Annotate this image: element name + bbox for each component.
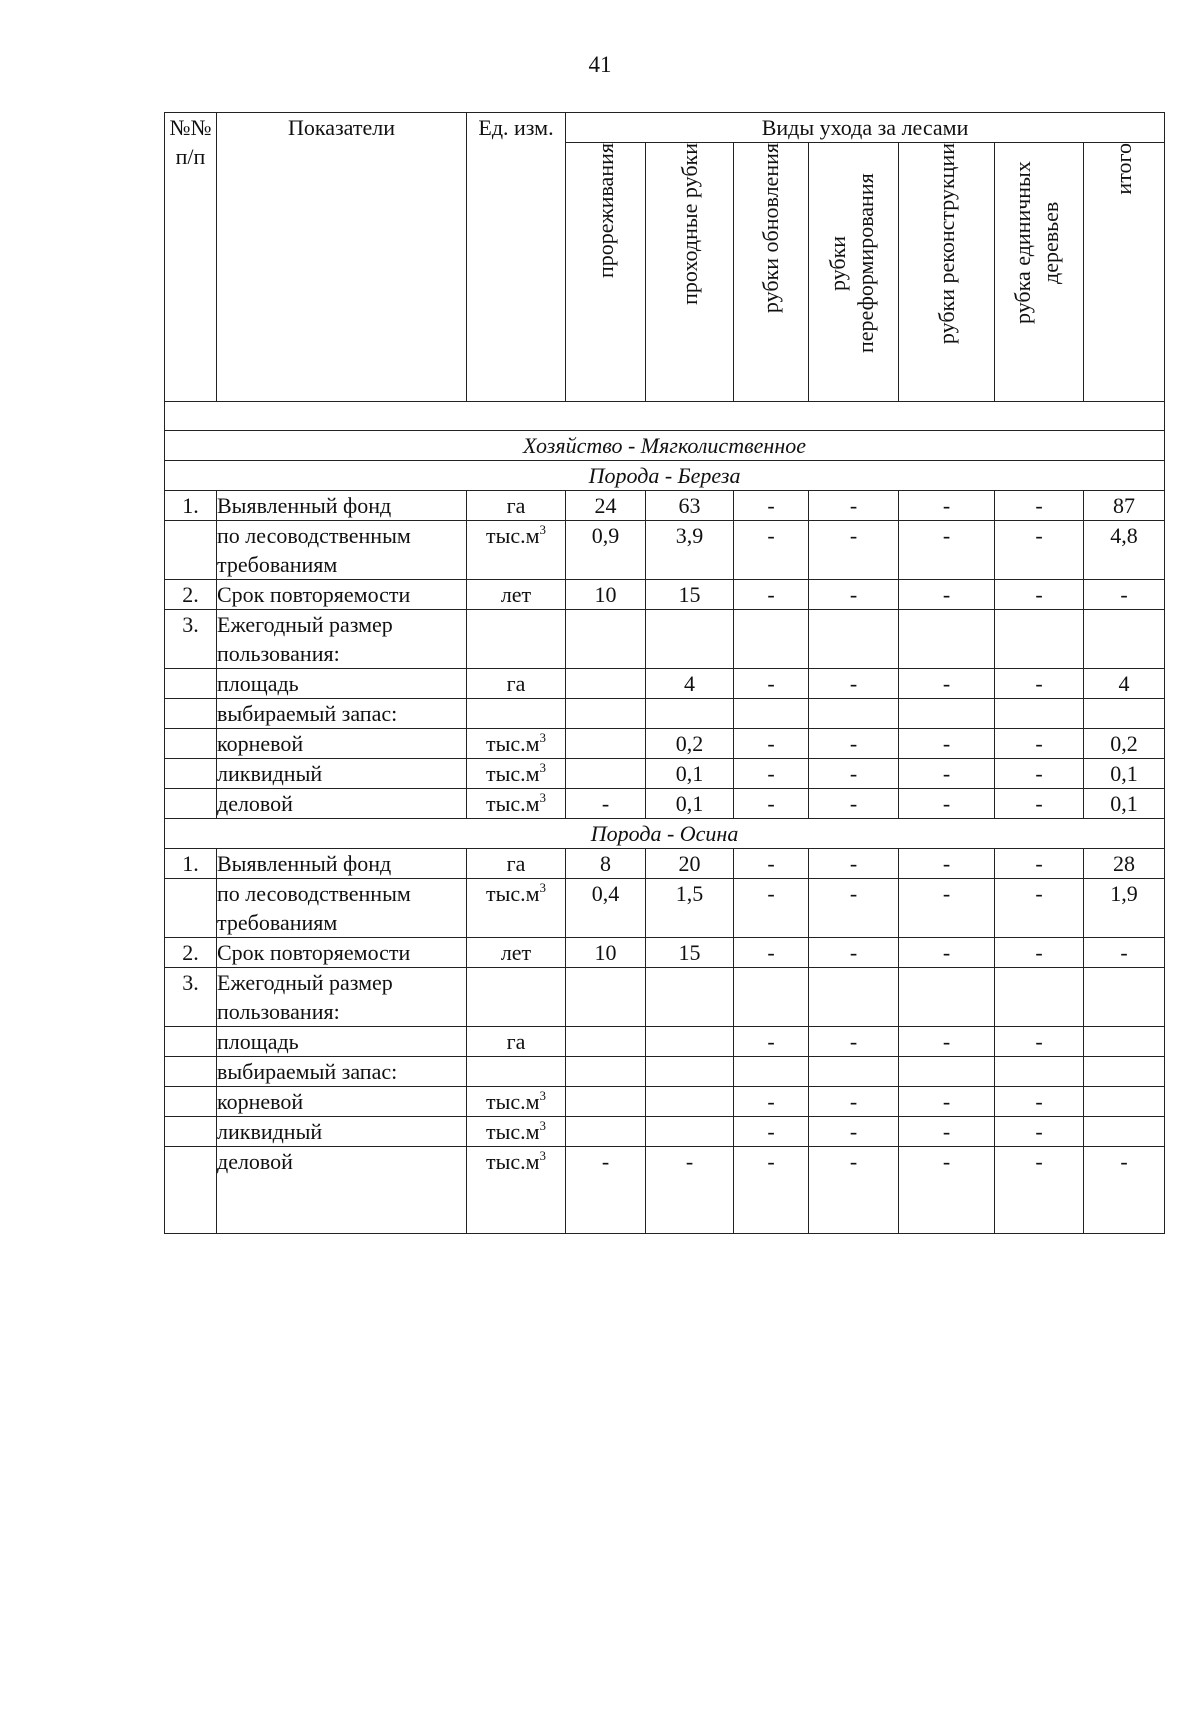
value-cell: 0,2 <box>1084 729 1165 759</box>
row-number <box>165 1117 217 1147</box>
species-row <box>165 819 1165 849</box>
value-cell: 4,8 <box>1084 521 1165 580</box>
value-cell: 1,9 <box>1084 879 1165 938</box>
value-cell: - <box>1084 1147 1165 1234</box>
value-cell: - <box>734 580 809 610</box>
value-cell: - <box>995 580 1084 610</box>
unit-superscript: 3 <box>539 1148 547 1163</box>
value-cell <box>1084 1117 1165 1147</box>
header-col-label: рубки переформирования <box>824 173 878 353</box>
value-cell: 0,1 <box>646 789 734 819</box>
row-number <box>165 521 217 580</box>
value-cell: 1,5 <box>646 879 734 938</box>
value-cell: - <box>995 759 1084 789</box>
row-label: Срок повторяемости <box>217 938 467 968</box>
header-col-label: итого <box>1111 143 1137 195</box>
value-cell: - <box>1084 580 1165 610</box>
value-cell: - <box>566 789 646 819</box>
value-cell <box>734 1057 809 1087</box>
value-cell: - <box>995 1087 1084 1117</box>
value-cell: 10 <box>566 580 646 610</box>
value-cell: - <box>995 849 1084 879</box>
row-label: выбираемый запас: <box>217 1057 467 1087</box>
value-cell: 15 <box>646 938 734 968</box>
unit-text: тыс.м <box>485 523 540 548</box>
header-col-total <box>1084 143 1165 402</box>
value-cell: - <box>809 759 899 789</box>
table-row <box>165 849 1165 879</box>
value-cell: - <box>734 759 809 789</box>
header-col-reconstruction-cut <box>899 143 995 402</box>
value-cell <box>646 1027 734 1057</box>
value-cell <box>1084 1087 1165 1117</box>
value-cell: - <box>899 1147 995 1234</box>
row-number <box>165 789 217 819</box>
value-cell: 87 <box>1084 491 1165 521</box>
row-number: 3. <box>165 968 217 1027</box>
table-row <box>165 968 1165 1027</box>
value-cell <box>566 610 646 669</box>
header-care-types-label: Виды ухода за лесами <box>761 115 969 140</box>
value-cell <box>734 699 809 729</box>
unit-text: га <box>506 1029 526 1054</box>
value-cell <box>646 1057 734 1087</box>
header-col-renewal-cut <box>734 143 809 402</box>
value-cell: - <box>899 1087 995 1117</box>
table-row <box>165 879 1165 938</box>
value-cell: 8 <box>566 849 646 879</box>
row-label: Выявленный фонд <box>217 849 467 879</box>
row-unit <box>467 491 566 521</box>
value-cell: - <box>566 1147 646 1234</box>
value-cell: 20 <box>646 849 734 879</box>
unit-text: га <box>506 493 526 518</box>
table-row <box>165 1147 1165 1234</box>
value-cell: 3,9 <box>646 521 734 580</box>
value-cell <box>995 968 1084 1027</box>
value-cell: - <box>995 491 1084 521</box>
row-unit <box>467 699 566 729</box>
row-number: 2. <box>165 580 217 610</box>
header-num-label: №№ п/п <box>169 115 212 169</box>
value-cell <box>734 968 809 1027</box>
value-cell: - <box>995 1147 1084 1234</box>
value-cell: - <box>899 789 995 819</box>
row-label: деловой <box>217 789 467 819</box>
row-unit <box>467 1057 566 1087</box>
value-cell: - <box>995 729 1084 759</box>
value-cell: 0,2 <box>646 729 734 759</box>
row-number: 2. <box>165 938 217 968</box>
value-cell: - <box>899 580 995 610</box>
row-unit <box>467 968 566 1027</box>
value-cell: - <box>1084 938 1165 968</box>
header-unit-label: Ед. изм. <box>478 115 554 140</box>
value-cell: - <box>734 491 809 521</box>
value-cell: - <box>809 938 899 968</box>
value-cell: - <box>899 938 995 968</box>
value-cell: - <box>899 879 995 938</box>
value-cell: - <box>734 1027 809 1057</box>
value-cell: - <box>734 1147 809 1234</box>
unit-text: лет <box>500 940 532 965</box>
value-cell: - <box>734 789 809 819</box>
row-label: Выявленный фонд <box>217 491 467 521</box>
row-unit <box>467 759 566 789</box>
value-cell: - <box>809 1117 899 1147</box>
value-cell: - <box>734 879 809 938</box>
value-cell <box>566 1027 646 1057</box>
unit-text: тыс.м <box>485 791 540 816</box>
unit-superscript: 3 <box>539 790 547 805</box>
table-row <box>165 521 1165 580</box>
value-cell: 0,1 <box>1084 789 1165 819</box>
value-cell <box>566 729 646 759</box>
unit-text: тыс.м <box>485 1119 540 1144</box>
value-cell: - <box>809 521 899 580</box>
value-cell: - <box>809 580 899 610</box>
value-cell <box>646 699 734 729</box>
row-number: 3. <box>165 610 217 669</box>
row-number <box>165 1087 217 1117</box>
value-cell <box>734 610 809 669</box>
row-number <box>165 729 217 759</box>
table-row <box>165 1117 1165 1147</box>
row-number <box>165 669 217 699</box>
value-cell <box>1084 610 1165 669</box>
value-cell: - <box>995 789 1084 819</box>
header-col-label: прореживания <box>592 143 618 279</box>
value-cell: - <box>809 1087 899 1117</box>
row-number <box>165 1147 217 1234</box>
header-col-passage-cut <box>646 143 734 402</box>
value-cell: - <box>809 1147 899 1234</box>
value-cell <box>646 968 734 1027</box>
unit-text: га <box>506 671 526 696</box>
value-cell <box>566 1087 646 1117</box>
value-cell: - <box>734 729 809 759</box>
header-indicators-label: Показатели <box>287 115 396 140</box>
value-cell <box>809 610 899 669</box>
section-title: Хозяйство - Мягколиственное <box>165 431 1165 461</box>
unit-text: тыс.м <box>485 761 540 786</box>
value-cell <box>899 1057 995 1087</box>
unit-text: тыс.м <box>485 1089 540 1114</box>
spacer-row <box>165 402 1165 431</box>
value-cell: - <box>809 491 899 521</box>
value-cell <box>995 610 1084 669</box>
value-cell: 0,1 <box>646 759 734 789</box>
species-title: Порода - Береза <box>165 461 1165 491</box>
value-cell: 24 <box>566 491 646 521</box>
value-cell <box>899 968 995 1027</box>
value-cell: - <box>734 938 809 968</box>
value-cell <box>646 610 734 669</box>
row-unit <box>467 879 566 938</box>
header-col-thinning <box>566 143 646 402</box>
header-unit <box>467 113 566 402</box>
value-cell: - <box>899 1027 995 1057</box>
value-cell: - <box>809 729 899 759</box>
header-num <box>165 113 217 402</box>
value-cell <box>809 699 899 729</box>
row-unit <box>467 610 566 669</box>
value-cell <box>1084 1027 1165 1057</box>
table-row <box>165 1087 1165 1117</box>
row-number <box>165 759 217 789</box>
value-cell: 15 <box>646 580 734 610</box>
row-unit <box>467 580 566 610</box>
value-cell <box>566 1117 646 1147</box>
table-row <box>165 669 1165 699</box>
header-indicators <box>217 113 467 402</box>
table-row <box>165 1057 1165 1087</box>
unit-superscript: 3 <box>539 760 547 775</box>
value-cell <box>566 759 646 789</box>
row-label: площадь <box>217 669 467 699</box>
row-label: площадь <box>217 1027 467 1057</box>
value-cell: - <box>899 729 995 759</box>
value-cell <box>566 1057 646 1087</box>
forest-care-table <box>164 112 1165 1234</box>
table-row <box>165 491 1165 521</box>
value-cell <box>1084 1057 1165 1087</box>
row-unit <box>467 669 566 699</box>
unit-superscript: 3 <box>539 730 547 745</box>
value-cell: - <box>809 1027 899 1057</box>
header-col-label: рубки реконструкции <box>933 143 959 345</box>
value-cell: - <box>899 1117 995 1147</box>
row-number <box>165 1027 217 1057</box>
row-label: Ежегодный размер пользования: <box>217 968 467 1027</box>
value-cell <box>899 699 995 729</box>
value-cell: - <box>899 491 995 521</box>
species-title: Порода - Осина <box>165 819 1165 849</box>
row-unit <box>467 789 566 819</box>
value-cell: - <box>995 669 1084 699</box>
unit-text: га <box>506 851 526 876</box>
value-cell: 28 <box>1084 849 1165 879</box>
value-cell <box>1084 968 1165 1027</box>
table-row <box>165 580 1165 610</box>
row-unit <box>467 1087 566 1117</box>
table-row <box>165 699 1165 729</box>
value-cell: - <box>809 879 899 938</box>
value-cell: - <box>809 789 899 819</box>
row-number <box>165 879 217 938</box>
row-unit <box>467 1117 566 1147</box>
table-header <box>165 113 1165 402</box>
value-cell: 0,1 <box>1084 759 1165 789</box>
unit-superscript: 3 <box>539 1088 547 1103</box>
unit-text: тыс.м <box>485 1149 540 1174</box>
value-cell: - <box>995 1117 1084 1147</box>
value-cell <box>809 968 899 1027</box>
species-row <box>165 461 1165 491</box>
value-cell: - <box>734 1117 809 1147</box>
value-cell: 10 <box>566 938 646 968</box>
row-number <box>165 699 217 729</box>
value-cell: 0,9 <box>566 521 646 580</box>
table-row <box>165 759 1165 789</box>
row-label: деловой <box>217 1147 467 1234</box>
spacer-cell <box>165 402 1165 431</box>
row-label: по лесоводственным требованиям <box>217 879 467 938</box>
row-label: Срок повторяемости <box>217 580 467 610</box>
value-cell <box>646 1117 734 1147</box>
value-cell: - <box>995 521 1084 580</box>
row-unit <box>467 521 566 580</box>
unit-text: лет <box>500 582 532 607</box>
value-cell: - <box>995 938 1084 968</box>
value-cell: - <box>809 849 899 879</box>
row-label: Ежегодный размер пользования: <box>217 610 467 669</box>
value-cell: - <box>809 669 899 699</box>
unit-text: тыс.м <box>485 881 540 906</box>
header-col-label: рубки обновления <box>758 143 783 314</box>
row-label: корневой <box>217 1087 467 1117</box>
value-cell: - <box>646 1147 734 1234</box>
page-number: 41 <box>588 52 612 77</box>
value-cell: - <box>899 759 995 789</box>
value-cell <box>566 699 646 729</box>
row-unit <box>467 1027 566 1057</box>
row-label: корневой <box>217 729 467 759</box>
row-unit <box>467 938 566 968</box>
row-label: выбираемый запас: <box>217 699 467 729</box>
value-cell <box>995 1057 1084 1087</box>
value-cell: - <box>734 1087 809 1117</box>
row-number: 1. <box>165 849 217 879</box>
value-cell: 63 <box>646 491 734 521</box>
header-care-types <box>566 113 1165 143</box>
value-cell: - <box>995 879 1084 938</box>
value-cell <box>566 669 646 699</box>
value-cell: 4 <box>646 669 734 699</box>
header-col-single-trees-cut <box>995 143 1084 402</box>
value-cell: - <box>899 849 995 879</box>
row-number: 1. <box>165 491 217 521</box>
table-row <box>165 938 1165 968</box>
value-cell <box>809 1057 899 1087</box>
header-col-label: проходные рубки <box>676 143 702 305</box>
value-cell <box>1084 699 1165 729</box>
value-cell <box>646 1087 734 1117</box>
value-cell: 4 <box>1084 669 1165 699</box>
row-number <box>165 1057 217 1087</box>
table-body <box>165 402 1165 1234</box>
unit-superscript: 3 <box>539 522 547 537</box>
table-row <box>165 789 1165 819</box>
unit-superscript: 3 <box>539 880 547 895</box>
section-row <box>165 431 1165 461</box>
header-col-reformation-cut <box>809 143 899 402</box>
value-cell <box>566 968 646 1027</box>
value-cell: - <box>734 669 809 699</box>
value-cell <box>995 699 1084 729</box>
table-row <box>165 610 1165 669</box>
value-cell: - <box>734 849 809 879</box>
value-cell: - <box>734 521 809 580</box>
table-row <box>165 1027 1165 1057</box>
row-unit <box>467 729 566 759</box>
row-unit <box>467 849 566 879</box>
header-col-label: рубка единичных деревьев <box>1010 161 1063 325</box>
unit-superscript: 3 <box>539 1118 547 1133</box>
value-cell: - <box>899 521 995 580</box>
value-cell: - <box>995 1027 1084 1057</box>
value-cell <box>899 610 995 669</box>
row-unit <box>467 1147 566 1234</box>
unit-text: тыс.м <box>485 731 540 756</box>
row-label: по лесоводственным требованиям <box>217 521 467 580</box>
table-row <box>165 729 1165 759</box>
row-label: ликвидный <box>217 759 467 789</box>
row-label: ликвидный <box>217 1117 467 1147</box>
value-cell: 0,4 <box>566 879 646 938</box>
value-cell: - <box>899 669 995 699</box>
